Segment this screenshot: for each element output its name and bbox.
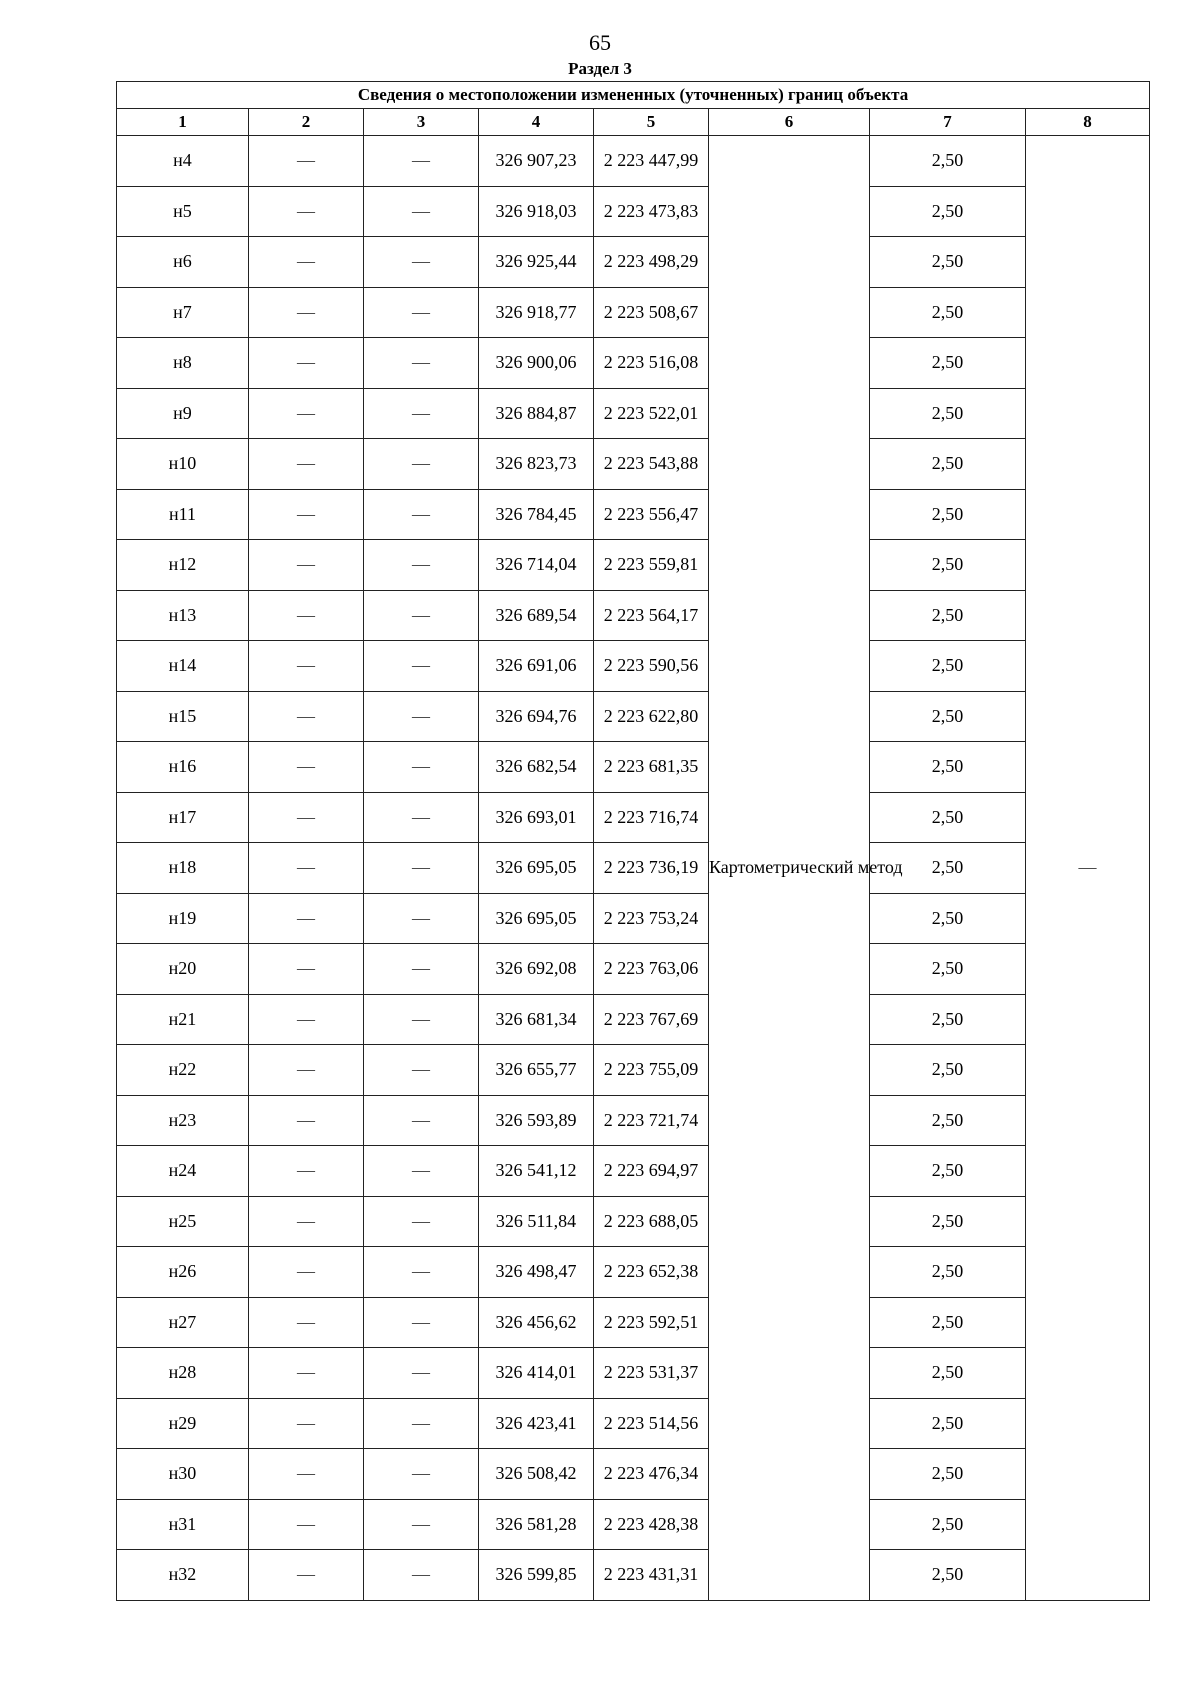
column2-cell: — — [249, 1146, 364, 1197]
x-coordinate-cell: 326 918,03 — [479, 186, 594, 237]
column3-cell: — — [364, 691, 479, 742]
accuracy-cell: 2,50 — [870, 388, 1026, 439]
point-cell: н10 — [117, 439, 249, 490]
table-row — [117, 1398, 1150, 1449]
table-row — [117, 287, 1150, 338]
column3-cell: — — [364, 237, 479, 288]
x-coordinate-cell: 326 508,42 — [479, 1449, 594, 1500]
column2-cell: — — [249, 792, 364, 843]
table-row — [117, 540, 1150, 591]
accuracy-cell: 2,50 — [870, 338, 1026, 389]
column-number: 4 — [479, 109, 594, 136]
x-coordinate-cell: 326 511,84 — [479, 1196, 594, 1247]
x-coordinate-cell: 326 693,01 — [479, 792, 594, 843]
column2-cell: — — [249, 691, 364, 742]
x-coordinate-cell: 326 581,28 — [479, 1499, 594, 1550]
column3-cell: — — [364, 1297, 479, 1348]
column3-cell: — — [364, 338, 479, 389]
y-coordinate-cell: 2 223 592,51 — [594, 1297, 709, 1348]
x-coordinate-cell: 326 714,04 — [479, 540, 594, 591]
x-coordinate-cell: 326 682,54 — [479, 742, 594, 793]
table-row — [117, 691, 1150, 742]
column-number: 3 — [364, 109, 479, 136]
column3-cell: — — [364, 388, 479, 439]
column2-cell: — — [249, 590, 364, 641]
column3-cell: — — [364, 1146, 479, 1197]
column2-cell: — — [249, 1196, 364, 1247]
column2-cell: — — [249, 540, 364, 591]
accuracy-cell: 2,50 — [870, 1550, 1026, 1601]
x-coordinate-cell: 326 655,77 — [479, 1045, 594, 1096]
y-coordinate-cell: 2 223 688,05 — [594, 1196, 709, 1247]
point-cell: н16 — [117, 742, 249, 793]
page-number: 65 — [589, 30, 611, 55]
table-row — [117, 1045, 1150, 1096]
column3-cell: — — [364, 944, 479, 995]
column-number: 5 — [594, 109, 709, 136]
column2-cell: — — [249, 237, 364, 288]
point-cell: н30 — [117, 1449, 249, 1500]
x-coordinate-cell: 326 498,47 — [479, 1247, 594, 1298]
y-coordinate-cell: 2 223 694,97 — [594, 1146, 709, 1197]
column2-cell: — — [249, 1247, 364, 1298]
x-coordinate-cell: 326 907,23 — [479, 136, 594, 187]
x-coordinate-cell: 326 692,08 — [479, 944, 594, 995]
y-coordinate-cell: 2 223 516,08 — [594, 338, 709, 389]
y-coordinate-cell: 2 223 431,31 — [594, 1550, 709, 1601]
x-coordinate-cell: 326 884,87 — [479, 388, 594, 439]
column-number: 8 — [1026, 109, 1150, 136]
point-cell: н8 — [117, 338, 249, 389]
accuracy-cell: 2,50 — [870, 1146, 1026, 1197]
point-cell: н15 — [117, 691, 249, 742]
accuracy-cell: 2,50 — [870, 439, 1026, 490]
accuracy-cell: 2,50 — [870, 237, 1026, 288]
x-coordinate-cell: 326 691,06 — [479, 641, 594, 692]
y-coordinate-cell: 2 223 498,29 — [594, 237, 709, 288]
table-title: Сведения о местоположении измененных (уточненных) границ объекта — [117, 82, 1150, 109]
accuracy-cell: 2,50 — [870, 893, 1026, 944]
column3-cell: — — [364, 1449, 479, 1500]
y-coordinate-cell: 2 223 681,35 — [594, 742, 709, 793]
table-row — [117, 489, 1150, 540]
section-title: Раздел 3 — [568, 59, 632, 78]
column3-cell: — — [364, 136, 479, 187]
point-cell: н12 — [117, 540, 249, 591]
point-cell: н11 — [117, 489, 249, 540]
table-row — [117, 1499, 1150, 1550]
column2-cell: — — [249, 439, 364, 490]
y-coordinate-cell: 2 223 428,38 — [594, 1499, 709, 1550]
accuracy-cell: 2,50 — [870, 186, 1026, 237]
column8-cell: — — [1026, 136, 1150, 1601]
accuracy-cell: 2,50 — [870, 1297, 1026, 1348]
accuracy-cell: 2,50 — [870, 944, 1026, 995]
x-coordinate-cell: 326 695,05 — [479, 893, 594, 944]
accuracy-cell: 2,50 — [870, 1196, 1026, 1247]
table-row — [117, 1196, 1150, 1247]
accuracy-cell: 2,50 — [870, 1449, 1026, 1500]
point-cell: н31 — [117, 1499, 249, 1550]
accuracy-cell: 2,50 — [870, 287, 1026, 338]
y-coordinate-cell: 2 223 736,19 — [594, 843, 709, 894]
point-cell: н29 — [117, 1398, 249, 1449]
boundary-coordinates-table — [116, 81, 1150, 1601]
y-coordinate-cell: 2 223 652,38 — [594, 1247, 709, 1298]
x-coordinate-cell: 326 918,77 — [479, 287, 594, 338]
y-coordinate-cell: 2 223 622,80 — [594, 691, 709, 742]
x-coordinate-cell: 326 689,54 — [479, 590, 594, 641]
table-row — [117, 1247, 1150, 1298]
column2-cell: — — [249, 1550, 364, 1601]
accuracy-cell: 2,50 — [870, 843, 1026, 894]
column2-cell: — — [249, 742, 364, 793]
accuracy-cell: 2,50 — [870, 1045, 1026, 1096]
y-coordinate-cell: 2 223 767,69 — [594, 994, 709, 1045]
accuracy-cell: 2,50 — [870, 1499, 1026, 1550]
table-row — [117, 1146, 1150, 1197]
column2-cell: — — [249, 186, 364, 237]
table-row — [117, 136, 1150, 187]
column2-cell: — — [249, 489, 364, 540]
column3-cell: — — [364, 1247, 479, 1298]
point-cell: н5 — [117, 186, 249, 237]
column3-cell: — — [364, 843, 479, 894]
table-row — [117, 792, 1150, 843]
point-cell: н9 — [117, 388, 249, 439]
y-coordinate-cell: 2 223 716,74 — [594, 792, 709, 843]
table-row — [117, 1297, 1150, 1348]
accuracy-cell: 2,50 — [870, 590, 1026, 641]
point-cell: н22 — [117, 1045, 249, 1096]
y-coordinate-cell: 2 223 763,06 — [594, 944, 709, 995]
x-coordinate-cell: 326 414,01 — [479, 1348, 594, 1399]
table-body — [117, 136, 1150, 1601]
column3-cell: — — [364, 641, 479, 692]
column2-cell: — — [249, 1095, 364, 1146]
column3-cell: — — [364, 1499, 479, 1550]
accuracy-cell: 2,50 — [870, 691, 1026, 742]
point-cell: н20 — [117, 944, 249, 995]
column3-cell: — — [364, 489, 479, 540]
x-coordinate-cell: 326 593,89 — [479, 1095, 594, 1146]
table-row — [117, 1348, 1150, 1399]
table-row — [117, 843, 1150, 894]
point-cell: н28 — [117, 1348, 249, 1399]
y-coordinate-cell: 2 223 753,24 — [594, 893, 709, 944]
point-cell: н24 — [117, 1146, 249, 1197]
column3-cell: — — [364, 1196, 479, 1247]
accuracy-cell: 2,50 — [870, 540, 1026, 591]
x-coordinate-cell: 326 541,12 — [479, 1146, 594, 1197]
column2-cell: — — [249, 994, 364, 1045]
y-coordinate-cell: 2 223 531,37 — [594, 1348, 709, 1399]
y-coordinate-cell: 2 223 559,81 — [594, 540, 709, 591]
column2-cell: — — [249, 1398, 364, 1449]
y-coordinate-cell: 2 223 514,56 — [594, 1398, 709, 1449]
accuracy-cell: 2,50 — [870, 1095, 1026, 1146]
column-number: 1 — [117, 109, 249, 136]
table-row — [117, 641, 1150, 692]
table-row — [117, 1449, 1150, 1500]
y-coordinate-cell: 2 223 508,67 — [594, 287, 709, 338]
accuracy-cell: 2,50 — [870, 136, 1026, 187]
column2-cell: — — [249, 1045, 364, 1096]
y-coordinate-cell: 2 223 556,47 — [594, 489, 709, 540]
column3-cell: — — [364, 287, 479, 338]
x-coordinate-cell: 326 599,85 — [479, 1550, 594, 1601]
y-coordinate-cell: 2 223 473,83 — [594, 186, 709, 237]
accuracy-cell: 2,50 — [870, 489, 1026, 540]
table-row — [117, 994, 1150, 1045]
y-coordinate-cell: 2 223 721,74 — [594, 1095, 709, 1146]
column2-cell: — — [249, 1348, 364, 1399]
point-cell: н23 — [117, 1095, 249, 1146]
point-cell: н26 — [117, 1247, 249, 1298]
column-number: 7 — [870, 109, 1026, 136]
column3-cell: — — [364, 1045, 479, 1096]
column2-cell: — — [249, 641, 364, 692]
table-row — [117, 1095, 1150, 1146]
y-coordinate-cell: 2 223 476,34 — [594, 1449, 709, 1500]
y-coordinate-cell: 2 223 447,99 — [594, 136, 709, 187]
table-row — [117, 237, 1150, 288]
column2-cell: — — [249, 893, 364, 944]
column3-cell: — — [364, 540, 479, 591]
column3-cell: — — [364, 1398, 479, 1449]
column3-cell: — — [364, 186, 479, 237]
x-coordinate-cell: 326 681,34 — [479, 994, 594, 1045]
point-cell: н18 — [117, 843, 249, 894]
accuracy-cell: 2,50 — [870, 1348, 1026, 1399]
accuracy-cell: 2,50 — [870, 742, 1026, 793]
table-row — [117, 439, 1150, 490]
column2-cell: — — [249, 388, 364, 439]
point-cell: н7 — [117, 287, 249, 338]
point-cell: н25 — [117, 1196, 249, 1247]
column3-cell: — — [364, 1550, 479, 1601]
point-cell: н19 — [117, 893, 249, 944]
point-cell: н14 — [117, 641, 249, 692]
x-coordinate-cell: 326 925,44 — [479, 237, 594, 288]
x-coordinate-cell: 326 423,41 — [479, 1398, 594, 1449]
point-cell: н27 — [117, 1297, 249, 1348]
x-coordinate-cell: 326 456,62 — [479, 1297, 594, 1348]
point-cell: н21 — [117, 994, 249, 1045]
column3-cell: — — [364, 1348, 479, 1399]
column2-cell: — — [249, 136, 364, 187]
table-row — [117, 590, 1150, 641]
column3-cell: — — [364, 893, 479, 944]
column3-cell: — — [364, 439, 479, 490]
point-cell: н32 — [117, 1550, 249, 1601]
y-coordinate-cell: 2 223 755,09 — [594, 1045, 709, 1096]
accuracy-cell: 2,50 — [870, 1247, 1026, 1298]
accuracy-cell: 2,50 — [870, 641, 1026, 692]
column2-cell: — — [249, 944, 364, 995]
x-coordinate-cell: 326 695,05 — [479, 843, 594, 894]
y-coordinate-cell: 2 223 543,88 — [594, 439, 709, 490]
method-cell: Картометрический метод — [709, 136, 870, 1601]
accuracy-cell: 2,50 — [870, 792, 1026, 843]
column3-cell: — — [364, 742, 479, 793]
accuracy-cell: 2,50 — [870, 1398, 1026, 1449]
table-row — [117, 742, 1150, 793]
column3-cell: — — [364, 792, 479, 843]
column2-cell: — — [249, 1297, 364, 1348]
table-row — [117, 893, 1150, 944]
table-row — [117, 944, 1150, 995]
y-coordinate-cell: 2 223 590,56 — [594, 641, 709, 692]
column2-cell: — — [249, 843, 364, 894]
column-number: 2 — [249, 109, 364, 136]
accuracy-cell: 2,50 — [870, 994, 1026, 1045]
column2-cell: — — [249, 1449, 364, 1500]
y-coordinate-cell: 2 223 564,17 — [594, 590, 709, 641]
table-row — [117, 1550, 1150, 1601]
x-coordinate-cell: 326 784,45 — [479, 489, 594, 540]
column2-cell: — — [249, 287, 364, 338]
y-coordinate-cell: 2 223 522,01 — [594, 388, 709, 439]
table-row — [117, 388, 1150, 439]
x-coordinate-cell: 326 694,76 — [479, 691, 594, 742]
column3-cell: — — [364, 994, 479, 1045]
column3-cell: — — [364, 590, 479, 641]
x-coordinate-cell: 326 900,06 — [479, 338, 594, 389]
point-cell: н17 — [117, 792, 249, 843]
column2-cell: — — [249, 1499, 364, 1550]
column3-cell: — — [364, 1095, 479, 1146]
table-row — [117, 338, 1150, 389]
table-row — [117, 186, 1150, 237]
point-cell: н4 — [117, 136, 249, 187]
column2-cell: — — [249, 338, 364, 389]
x-coordinate-cell: 326 823,73 — [479, 439, 594, 490]
point-cell: н13 — [117, 590, 249, 641]
column-number: 6 — [709, 109, 870, 136]
point-cell: н6 — [117, 237, 249, 288]
